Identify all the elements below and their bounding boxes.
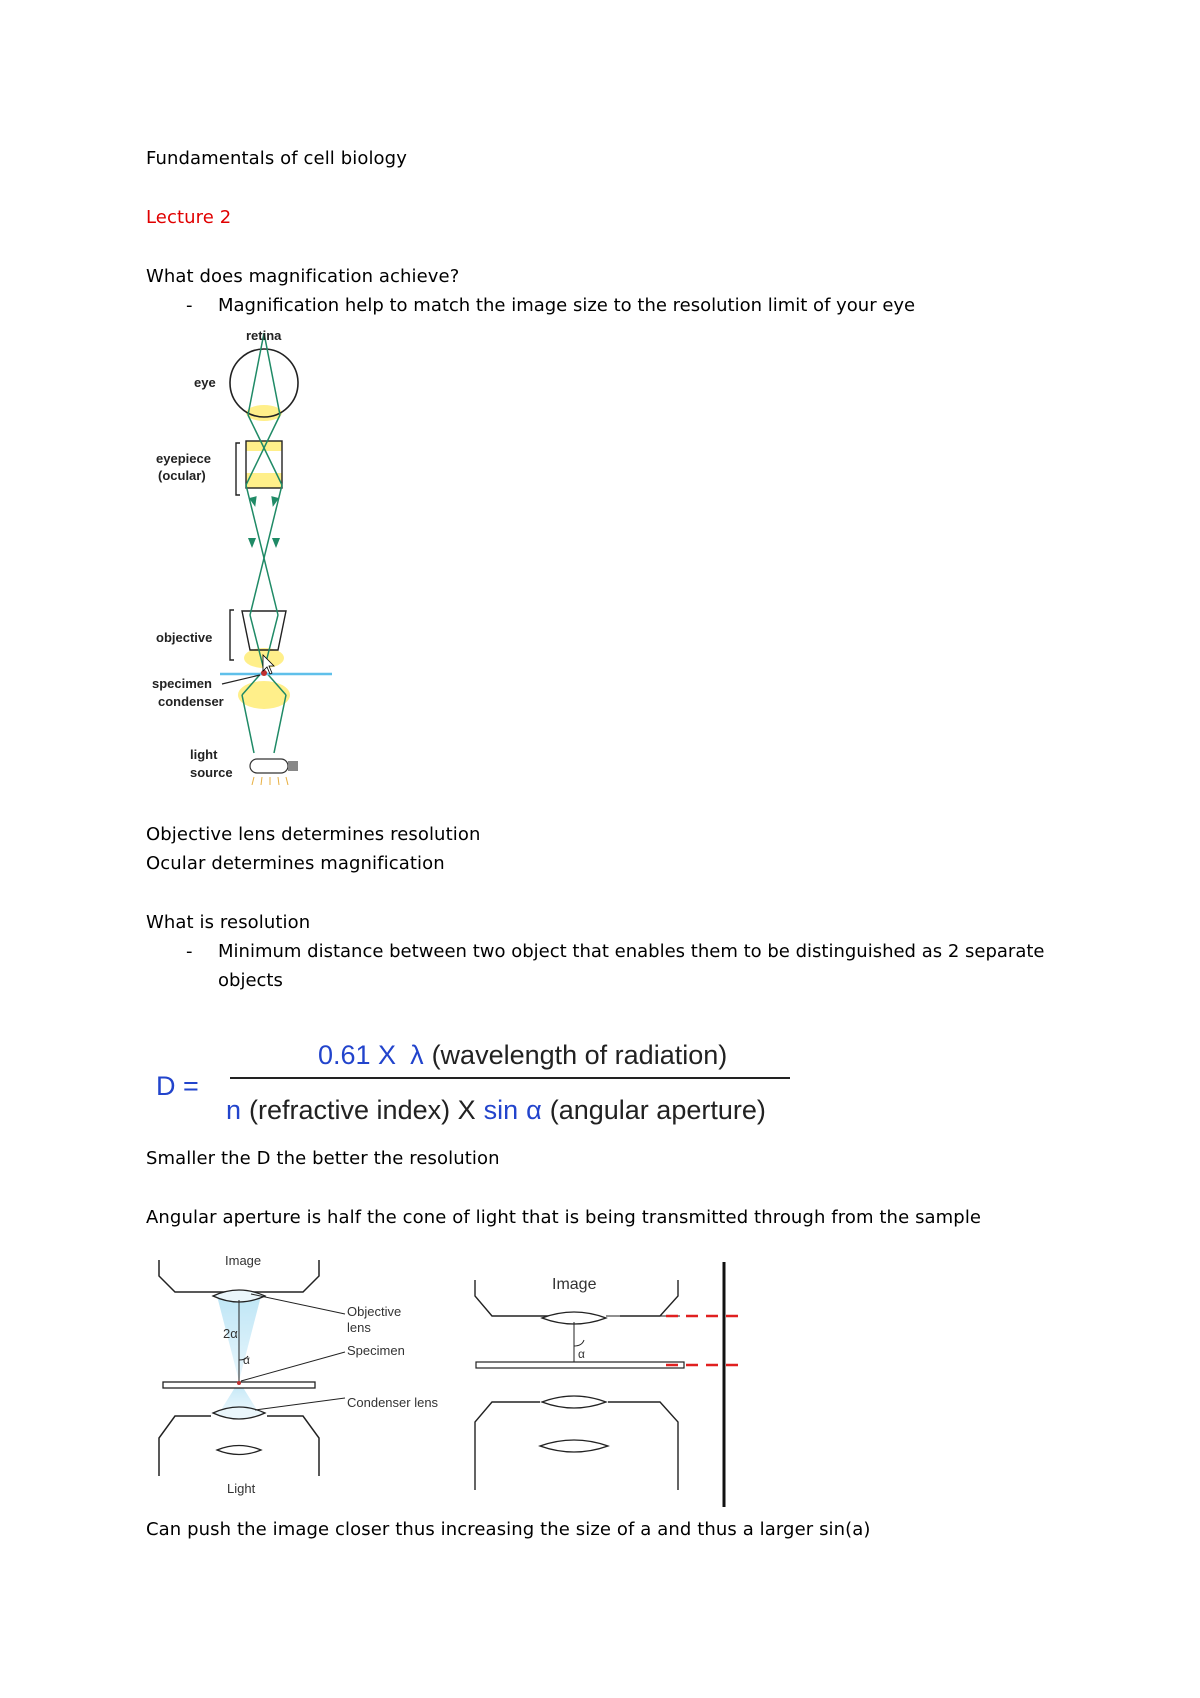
label-ocular: (ocular) — [158, 468, 206, 483]
formula-lhs: D = — [156, 1071, 199, 1101]
formula-numerator — [318, 1040, 727, 1070]
question-resolution: What is resolution — [146, 912, 311, 933]
label-objective: objective — [156, 630, 213, 645]
label-condenser: condenser — [158, 694, 224, 709]
label-alpha-left: α — [243, 1353, 250, 1367]
lecture-heading: Lecture 2 — [146, 207, 232, 228]
bullet-dash: - — [186, 295, 193, 316]
line-angular-aperture: Angular aperture is half the cone of light that is being transmitted through from the sample — [146, 1207, 982, 1228]
line-objective: Objective lens determines resolution — [146, 824, 481, 845]
label-source: source — [190, 765, 233, 780]
ray-arrowheads — [248, 496, 280, 548]
label-retina: retina — [246, 328, 282, 343]
label-specimen-left: Specimen — [347, 1343, 405, 1358]
formula-sin: sin — [483, 1095, 519, 1125]
label-light-left: Light — [227, 1481, 256, 1496]
aperture-diagram-left — [155, 1248, 455, 1498]
formula-coef: 0.61 X — [318, 1040, 397, 1070]
light-glow — [252, 777, 288, 785]
line-push-image: Can push the image closer thus increasing the size of a and thus a larger sin(a) — [146, 1519, 871, 1540]
label-condenser-left: Condenser lens — [347, 1395, 439, 1410]
formula-num-text: (wavelength of radiation) — [431, 1040, 728, 1070]
bullet-resolution-1: Minimum distance between two object that enables them to be distinguished as 2 separate — [218, 941, 1045, 962]
label-alpha-right: α — [578, 1347, 585, 1361]
eye-lens — [246, 405, 282, 421]
formula-alpha: α — [526, 1095, 542, 1125]
label-objective-1: Objective — [347, 1304, 402, 1319]
label-image-right: Image — [552, 1276, 597, 1293]
label-light: light — [190, 747, 218, 762]
label-specimen: specimen — [152, 676, 212, 691]
specimen-dot — [261, 670, 267, 676]
formula-den-text1: (refractive index) X — [249, 1095, 476, 1125]
aperture-diagram-right — [470, 1262, 750, 1512]
formula-denominator — [226, 1095, 766, 1125]
resolution-formula — [150, 1020, 830, 1140]
bullet-resolution-2: objects — [218, 970, 283, 991]
light-bulb — [250, 759, 288, 773]
line-ocular: Ocular determines magnification — [146, 853, 445, 874]
slide-right — [476, 1362, 684, 1368]
label-eye: eye — [194, 375, 216, 390]
condenser-lens-shape — [213, 1407, 265, 1419]
microscope-diagram — [150, 325, 340, 785]
question-magnification: What does magnification achieve? — [146, 266, 460, 287]
bullet-dash-2: - — [186, 941, 193, 962]
label-image-left: Image — [225, 1253, 262, 1268]
formula-n: n — [226, 1095, 242, 1125]
document-title: Fundamentals of cell biology — [146, 148, 407, 169]
label-objective-2: lens — [347, 1320, 371, 1335]
condenser-lens — [238, 681, 290, 709]
line-smaller-d: Smaller the D the better the resolution — [146, 1148, 500, 1169]
bullet-magnification: Magnification help to match the image size to the resolution limit of your eye — [218, 295, 916, 316]
label-two-alpha: 2α — [223, 1326, 238, 1341]
label-eyepiece: eyepiece — [156, 451, 211, 466]
formula-lambda: λ — [410, 1040, 424, 1070]
objective-body — [242, 611, 286, 650]
formula-den-text2: (angular aperture) — [549, 1095, 766, 1125]
